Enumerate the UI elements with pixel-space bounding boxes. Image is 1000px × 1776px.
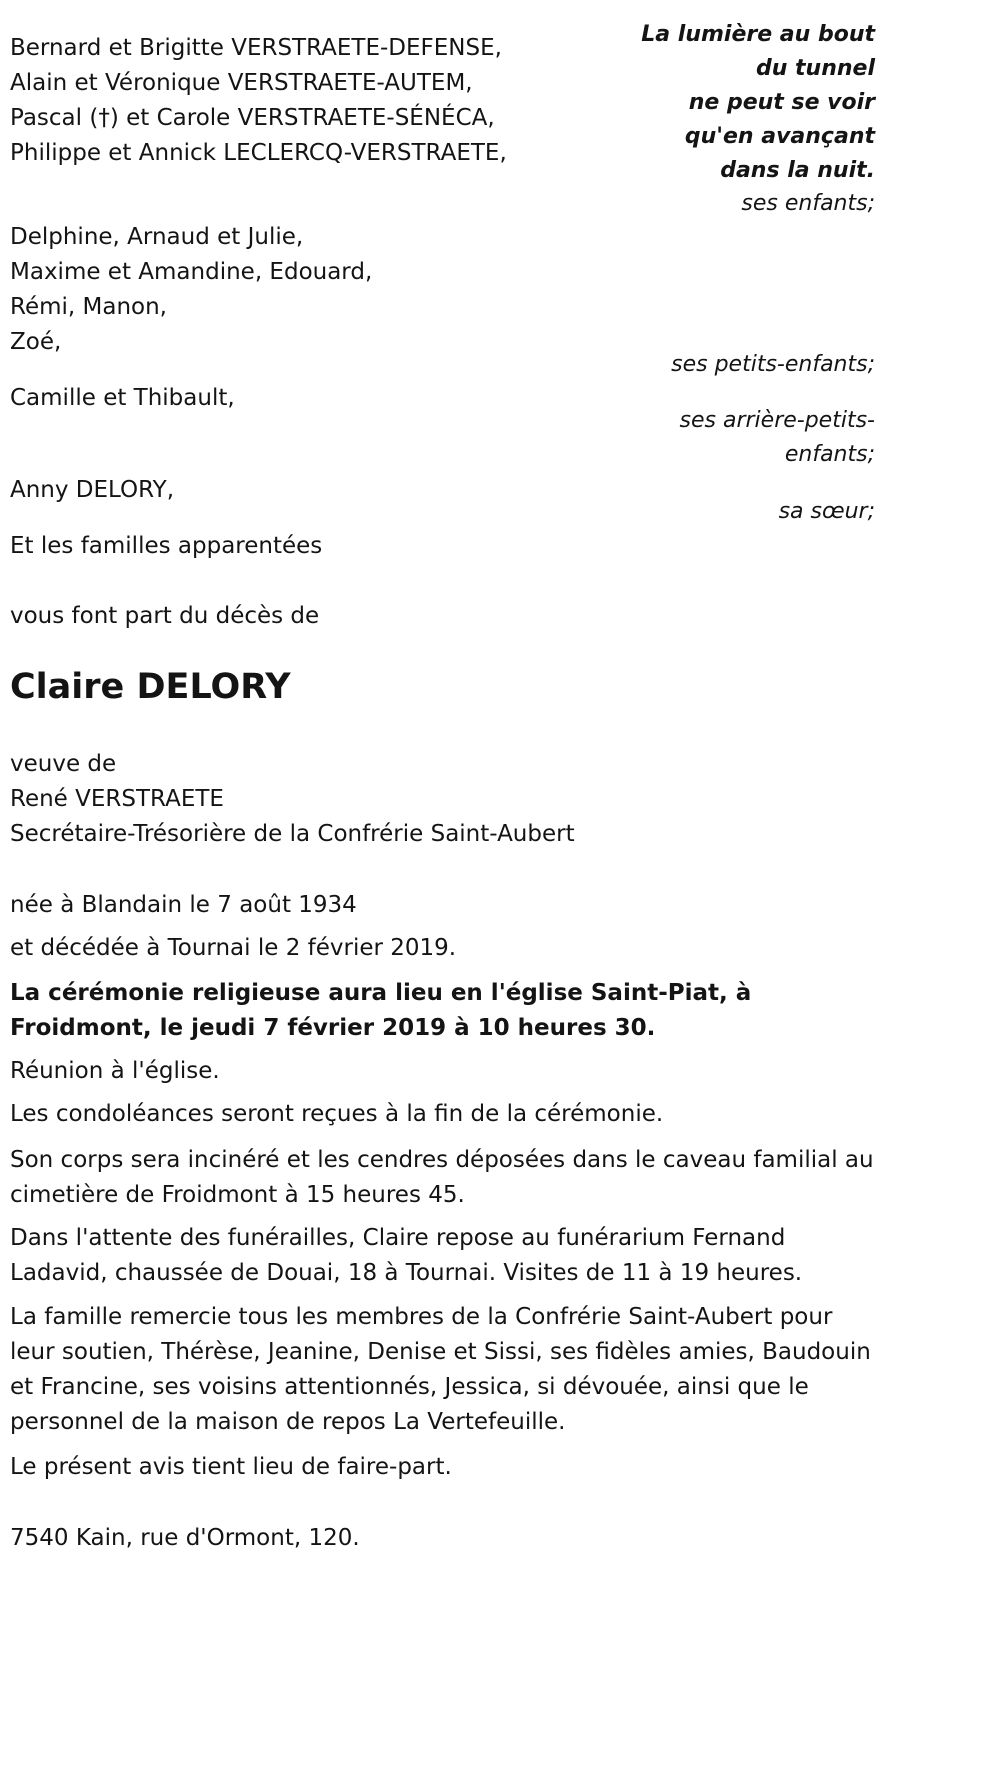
detail-line: Secrétaire-Trésorière de la Confrérie Saint-Aubert <box>10 821 575 847</box>
poem-line: La lumière au bout <box>641 22 875 47</box>
paragraph: Le présent avis tient lieu de faire-part. <box>10 1454 452 1480</box>
grandchild-name: Rémi, Manon, <box>10 294 167 320</box>
grandchild-name: Zoé, <box>10 329 62 355</box>
great-grandchildren-relation: enfants; <box>784 442 875 467</box>
grandchild-name: Delphine, Arnaud et Julie, <box>10 224 304 250</box>
child-name: Bernard et Brigitte VERSTRAETE-DEFENSE, <box>10 35 502 61</box>
address-line: 7540 Kain, rue d'Ormont, 120. <box>10 1525 360 1551</box>
great-grandchildren-relation: ses arrière-petits- <box>679 408 875 433</box>
paragraph: Les condoléances seront reçues à la fin de la cérémonie. <box>10 1101 664 1127</box>
poem-line: du tunnel <box>755 56 875 81</box>
poem-line: dans la nuit. <box>720 158 875 183</box>
grandchild-name: Maxime et Amandine, Edouard, <box>10 259 373 285</box>
detail-line: René VERSTRAETE <box>10 786 224 812</box>
poem-line: qu'en avançant <box>684 124 875 149</box>
sister-relation: sa sœur; <box>778 499 875 524</box>
great-grandchild-name: Camille et Thibault, <box>10 385 235 411</box>
death-line: et décédée à Tournai le 2 février 2019. <box>10 935 457 961</box>
birth-line: née à Blandain le 7 août 1934 <box>10 892 357 918</box>
sister-name: Anny DELORY, <box>10 477 175 503</box>
families-line: Et les familles apparentées <box>10 533 323 559</box>
child-name: Alain et Véronique VERSTRAETE-AUTEM, <box>10 70 473 96</box>
paragraph: La famille remercie tous les membres de la Confrérie Saint-Aubert pour leur soutien, Thérèse, Jeanine, Denise et Sissi, ses fidèles amies, Baudouin et Francine, ses voisins attentionnés, Jessica, si dévouée, ainsi que le personnel de la maison de repos La Vertefeuille. <box>10 1304 871 1435</box>
paragraph: Dans l'attente des funérailles, Claire repose au funérarium Fernand Ladavid, chaussée de Douai, 18 à Tournai. Visites de 11 à 19 heures. <box>10 1225 803 1286</box>
ceremony-info: La cérémonie religieuse aura lieu en l'église Saint-Piat, à Froidmont, le jeudi 7 février 2019 à 10 heures 30. <box>10 980 752 1041</box>
paragraph: Son corps sera incinéré et les cendres déposées dans le caveau familial au cimetière de Froidmont à 15 heures 45. <box>10 1147 874 1208</box>
detail-line: veuve de <box>10 751 117 777</box>
child-name: Philippe et Annick LECLERCQ-VERSTRAETE, <box>10 140 507 166</box>
announcement-line: vous font part du décès de <box>10 603 320 629</box>
grandchildren-relation: ses petits-enfants; <box>671 352 875 377</box>
child-name: Pascal (†) et Carole VERSTRAETE-SÉNÉCA, <box>10 105 495 131</box>
deceased-name: Claire DELORY <box>10 667 291 707</box>
children-relation: ses enfants; <box>741 191 875 216</box>
paragraph: Réunion à l'église. <box>10 1058 220 1084</box>
poem-line: ne peut se voir <box>688 90 875 115</box>
